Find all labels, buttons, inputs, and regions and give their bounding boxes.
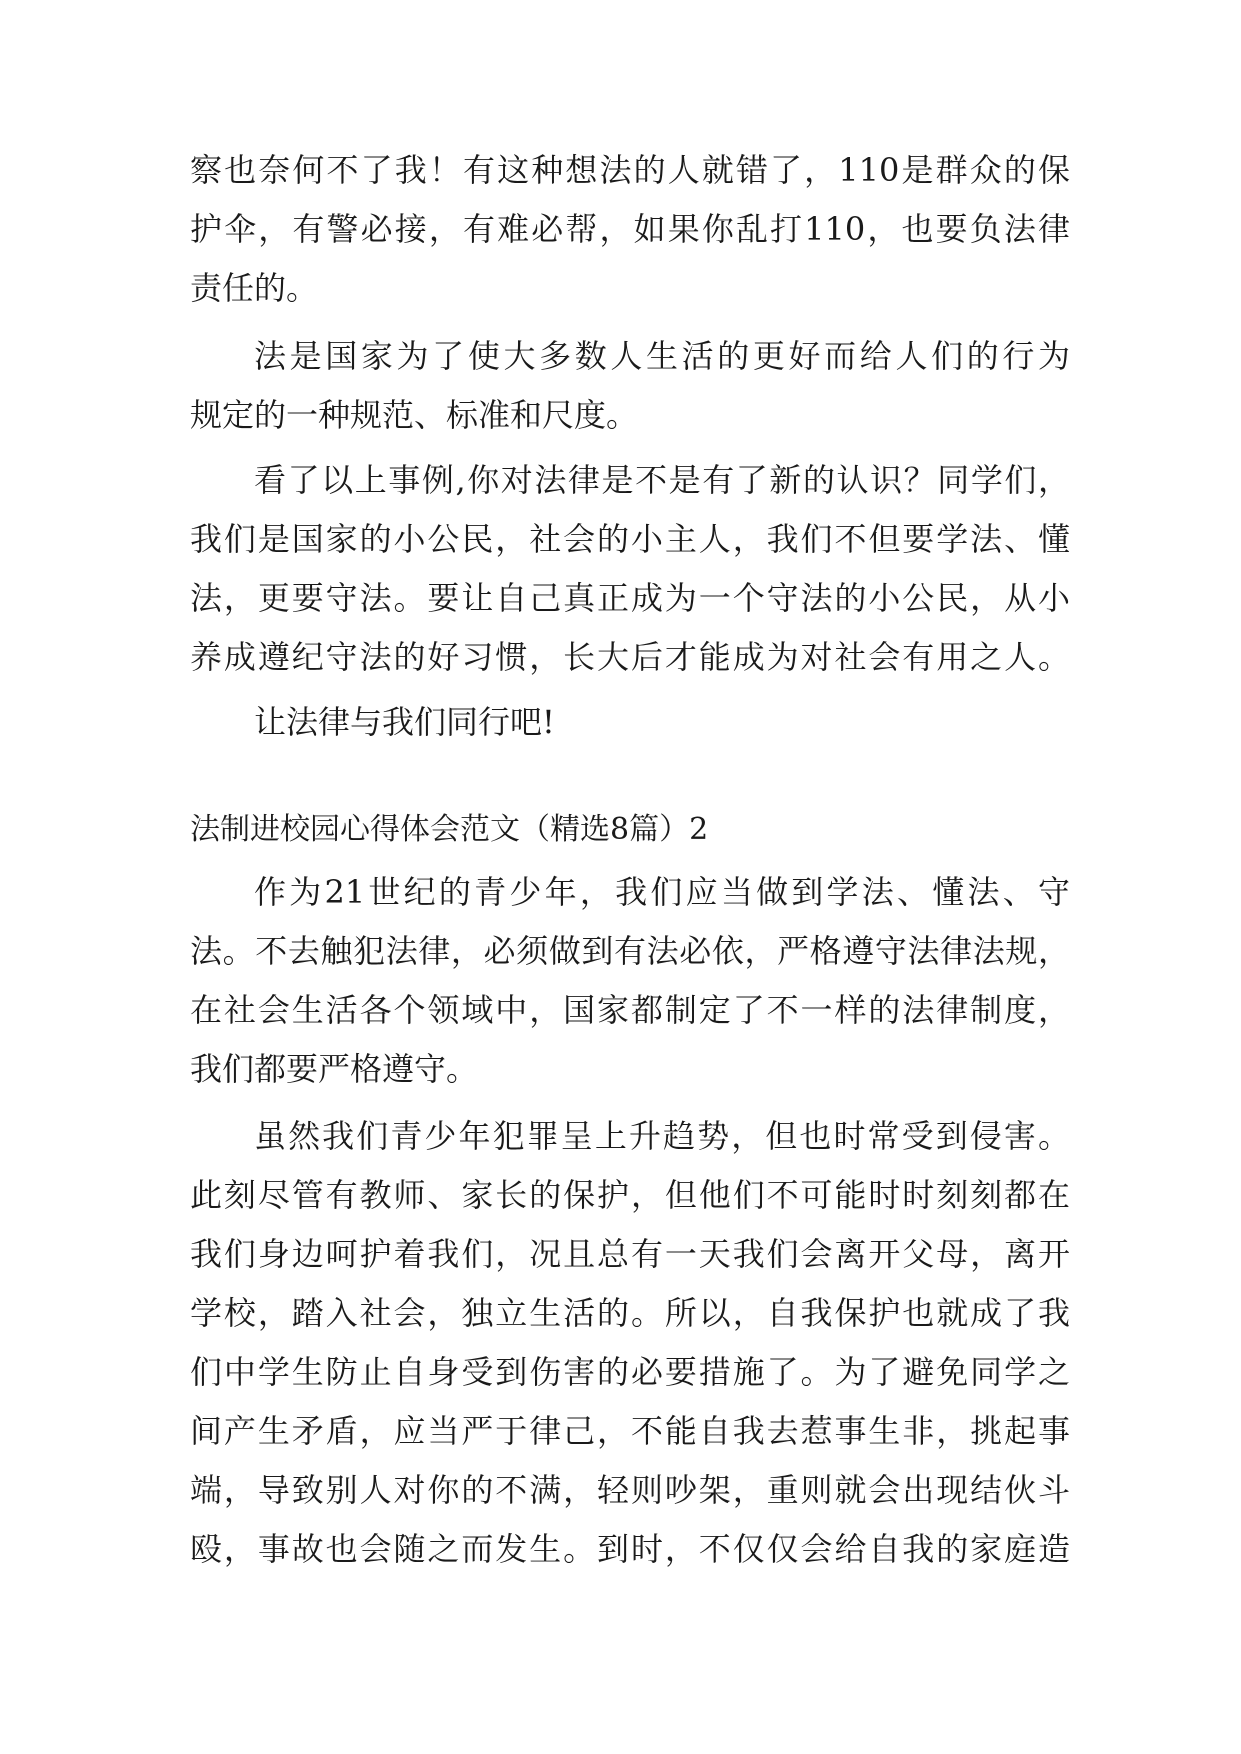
paragraph-2-line-1: 法是国家为了使大多数人生活的更好而给人们的行为 xyxy=(254,337,1070,375)
paragraph-1-line-2: 护伞，有警必接，有难必帮，如果你乱打110，也要负法律 xyxy=(190,210,1070,248)
paragraph-6-line-4: 学校，踏入社会，独立生活的。所以，自我保护也就成了我 xyxy=(190,1294,1070,1332)
paragraph-3-line-2: 我们是国家的小公民，社会的小主人，我们不但要学法、懂 xyxy=(190,520,1070,558)
paragraph-5-line-2: 法。不去触犯法律，必须做到有法必依，严格遵守法律法规， xyxy=(190,932,1070,970)
paragraph-4-line-1: 让法律与我们同行吧! xyxy=(254,703,555,741)
paragraph-6-line-5: 们中学生防止自身受到伤害的必要措施了。为了避免同学之 xyxy=(190,1353,1070,1391)
paragraph-3-line-1: 看了以上事例,你对法律是不是有了新的认识？同学们， xyxy=(254,461,1070,499)
paragraph-6-line-8: 殴，事故也会随之而发生。到时，不仅仅会给自我的家庭造 xyxy=(190,1530,1070,1568)
paragraph-6-line-3: 我们身边呵护着我们，况且总有一天我们会离开父母，离开 xyxy=(190,1235,1070,1273)
paragraph-1-line-1: 察也奈何不了我！有这种想法的人就错了，110是群众的保 xyxy=(190,151,1070,189)
paragraph-1-line-3: 责任的。 xyxy=(190,269,319,307)
paragraph-3-line-3: 法，更要守法。要让自己真正成为一个守法的小公民，从小 xyxy=(190,579,1070,617)
paragraph-6-line-2: 此刻尽管有教师、家长的保护，但他们不可能时时刻刻都在 xyxy=(190,1176,1070,1214)
paragraph-6-line-6: 间产生矛盾，应当严于律己，不能自我去惹事生非，挑起事 xyxy=(190,1412,1070,1450)
paragraph-3-line-4: 养成遵纪守法的好习惯，长大后才能成为对社会有用之人。 xyxy=(190,638,1070,676)
paragraph-5-line-3: 在社会生活各个领域中，国家都制定了不一样的法律制度， xyxy=(190,991,1070,1029)
paragraph-6-line-7: 端，导致别人对你的不满，轻则吵架，重则就会出现结伙斗 xyxy=(190,1471,1070,1509)
paragraph-2-line-2: 规定的一种规范、标准和尺度。 xyxy=(190,396,639,434)
paragraph-5-line-4: 我们都要严格遵守。 xyxy=(190,1050,479,1088)
paragraph-6-line-1: 虽然我们青少年犯罪呈上升趋势，但也时常受到侵害。 xyxy=(254,1117,1070,1155)
paragraph-5-line-1: 作为21世纪的青少年，我们应当做到学法、懂法、守 xyxy=(254,873,1070,911)
section-heading: 法制进校园心得体会范文（精选8篇）2 xyxy=(190,812,709,847)
